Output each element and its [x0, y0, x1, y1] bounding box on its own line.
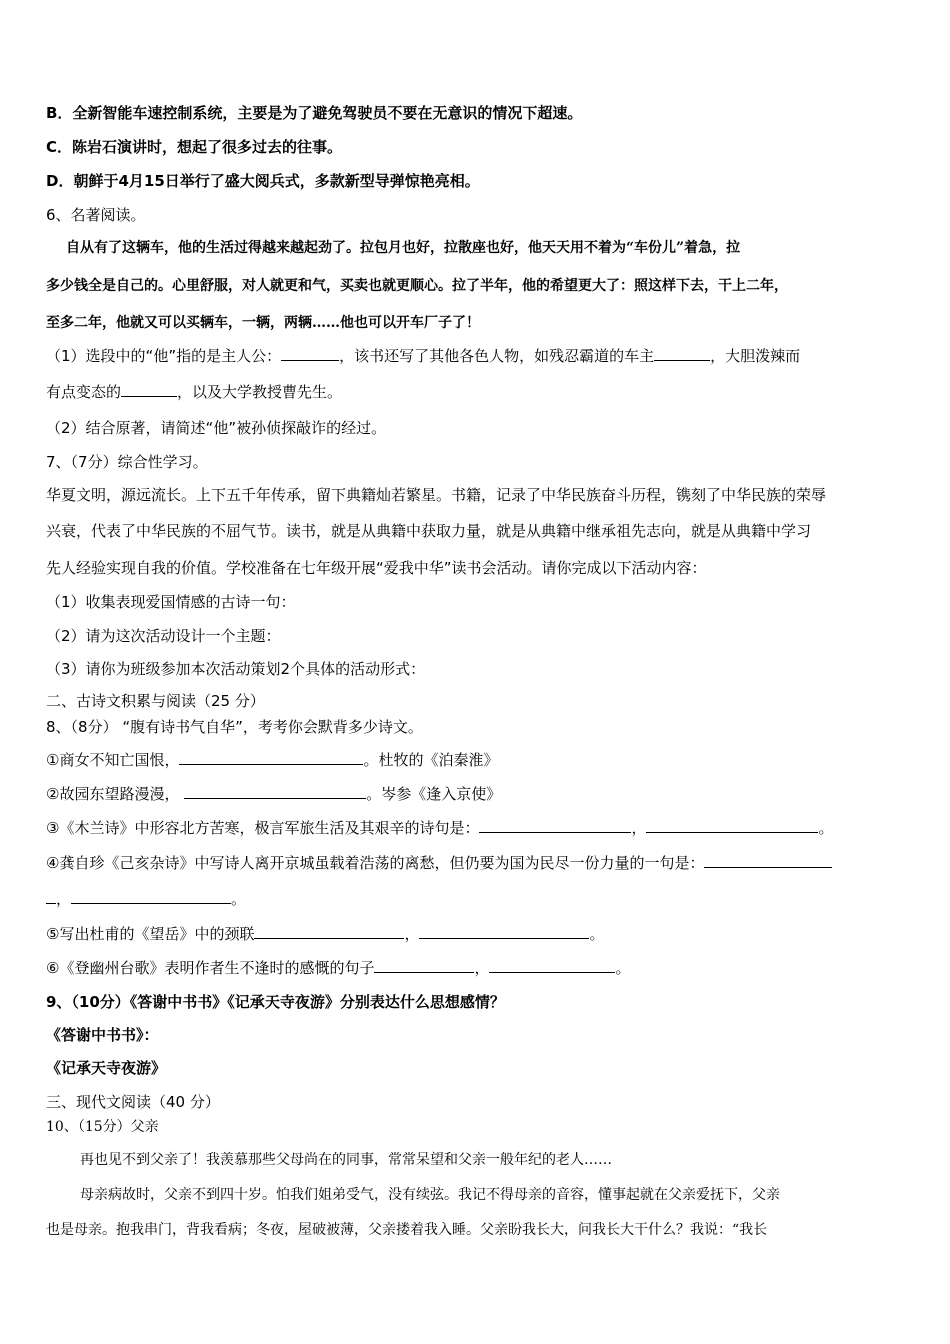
- q8-l6-text-c: 。: [615, 959, 631, 977]
- q8-l6-text-b: ，: [474, 959, 490, 977]
- q6-sub1-text-b: ，该书还写了其他各色人物，如残忍霸道的车主: [339, 347, 655, 365]
- q7-sub1: （1）收集表现爱国情感的古诗一句：: [46, 593, 296, 611]
- q6-blank-character[interactable]: [121, 382, 177, 397]
- q6-passage-line-1: 自从有了这辆车，他的生活过得越来越起劲了。拉包月也好，拉散座也好，他天天用不着为“车份儿”着急，拉: [66, 240, 741, 256]
- q8-blank-5b[interactable]: [419, 924, 589, 939]
- q10-passage-line-2: 母亲病故时，父亲不到四十岁。怕我们姐弟受气，没有续弦。我记不得母亲的音容，懂事起就在父亲爱抚下，父亲: [80, 1187, 780, 1203]
- q6-passage-line-3: 至多二年，他就又可以买辆车，一辆，两辆……他也可以开车厂子了！: [46, 315, 480, 331]
- q8-line-4-cont: [46, 889, 246, 909]
- q8-blank-3b[interactable]: [646, 818, 818, 833]
- q8-line-1: [46, 750, 498, 770]
- q7-passage-line-1: 华夏文明，源远流长。上下五千年传承，留下典籍灿若繁星。书籍，记录了中华民族奋斗历程，镌刻了中华民族的荣辱: [46, 486, 827, 504]
- q8-title: 8、（8分） “腹有诗书气自华”，考考你会默背多少诗文。: [46, 718, 423, 736]
- q7-title: 7、（7分）综合性学习。: [46, 453, 208, 471]
- q8-blank-1[interactable]: [179, 750, 363, 765]
- q8-l4-text-b: ，: [56, 890, 72, 908]
- q7-sub3: （3）请你为班级参加本次活动策划2个具体的活动形式：: [46, 660, 426, 678]
- q6-blank-car-owner[interactable]: [654, 346, 710, 361]
- q7-passage-line-2: 兴衰，代表了中华民族的不屈气节。读书，就是从典籍中获取力量，就是从典籍中继承祖先志向，就是从典籍中学习: [46, 522, 812, 540]
- q5-option-b: B．全新智能车速控制系统，主要是为了避免驾驶员不要在无意识的情况下超速。: [46, 104, 583, 122]
- q8-l1-text-b: 。杜牧的《泊秦淮》: [363, 751, 499, 769]
- q8-l5-text-a: ⑤写出杜甫的《望岳》中的颈联: [46, 925, 255, 943]
- q6-sub1-text-a: （1）选段中的“他”指的是主人公：: [46, 347, 282, 365]
- q8-blank-4b[interactable]: [71, 889, 231, 904]
- q8-line-5: [46, 924, 604, 944]
- q6-title: 6、名著阅读。: [46, 206, 146, 224]
- q8-l6-text-a: ⑥《登幽州台歌》表明作者生不逢时的感慨的句子: [46, 959, 375, 977]
- q6-passage-line-2: 多少钱全是自己的。心里舒服，对人就更和气，买卖也就更顺心。拉了半年，他的希望更大了：照这样下去，干上二年，: [46, 278, 788, 294]
- q6-sub1-line-1: [46, 346, 800, 366]
- q6-blank-protagonist[interactable]: [281, 346, 339, 361]
- q8-l1-text-a: ①商女不知亡国恨，: [46, 751, 180, 769]
- q8-blank-4a-cont[interactable]: [46, 889, 56, 904]
- q6-sub2: （2）结合原著，请简述“他”被孙侦探敲诈的经过。: [46, 419, 387, 437]
- q8-l5-text-b: ，: [404, 925, 420, 943]
- q6-sub1-text-c: ，大胆泼辣而: [710, 347, 801, 365]
- q8-l3-text-a: ③《木兰诗》中形容北方苦寒，极言军旅生活及其艰辛的诗句是：: [46, 819, 480, 837]
- q8-blank-6a[interactable]: [374, 958, 474, 973]
- q9-answer-2: 《记承天寺夜游》: [46, 1059, 167, 1077]
- q10-passage-line-1: 再也见不到父亲了！我羡慕那些父母尚在的同事，常常呆望和父亲一般年纪的老人……: [80, 1152, 612, 1168]
- q8-line-4: [46, 853, 832, 873]
- q8-blank-6b[interactable]: [489, 958, 615, 973]
- q7-sub2: （2）请为这次活动设计一个主题：: [46, 627, 281, 645]
- section-2-heading: 二、古诗文积累与阅读（25 分）: [46, 692, 265, 710]
- q8-l4-text-a: ④龚自珍《己亥杂诗》中写诗人离开京城虽载着浩荡的离愁，但仍要为国为民尽一份力量的一句是：: [46, 854, 705, 872]
- q6-sub1-line-2: [46, 382, 342, 402]
- q6-sub1-text-e: ，以及大学教授曹先生。: [177, 383, 343, 401]
- q10-title: 10、（15分）父亲: [46, 1119, 159, 1135]
- q8-line-3: [46, 818, 833, 838]
- q8-l2-text-a: ②故园东望路漫漫，: [46, 785, 180, 803]
- q8-blank-5a[interactable]: [254, 924, 404, 939]
- q7-passage-line-3: 先人经验实现自我的价值。学校准备在七年级开展“爱我中华”读书会活动。请你完成以下活动内容：: [46, 559, 707, 577]
- q8-l2-text-b: 。岑参《逢入京使》: [366, 785, 502, 803]
- q8-l5-text-c: 。: [589, 925, 605, 943]
- q8-l4-text-c: 。: [231, 890, 247, 908]
- q8-line-2: [46, 784, 501, 804]
- q5-option-c: C．陈岩石演讲时，想起了很多过去的往事。: [46, 138, 343, 156]
- q8-line-6: [46, 958, 630, 978]
- q5-option-d: D．朝鲜于4月15日举行了盛大阅兵式，多款新型导弹惊艳亮相。: [46, 172, 480, 190]
- q8-blank-3a[interactable]: [479, 818, 631, 833]
- section-3-heading: 三、现代文阅读（40 分）: [46, 1093, 220, 1111]
- q8-l3-text-b: ，: [631, 819, 647, 837]
- q8-blank-4a[interactable]: [704, 853, 832, 868]
- q8-l3-text-c: 。: [818, 819, 834, 837]
- q9-title: 9、（10分）《答谢中书书》《记承天寺夜游》分别表达什么思想感情？: [46, 993, 505, 1011]
- q6-sub1-text-d: 有点变态的: [46, 383, 122, 401]
- q8-blank-2[interactable]: [184, 784, 366, 799]
- q9-answer-1: 《答谢中书书》：: [46, 1026, 159, 1044]
- q10-passage-line-3: 也是母亲。抱我串门，背我看病；冬夜，屋破被薄，父亲搂着我入睡。父亲盼我长大，问我长大干什么？我说：“我长: [46, 1222, 768, 1238]
